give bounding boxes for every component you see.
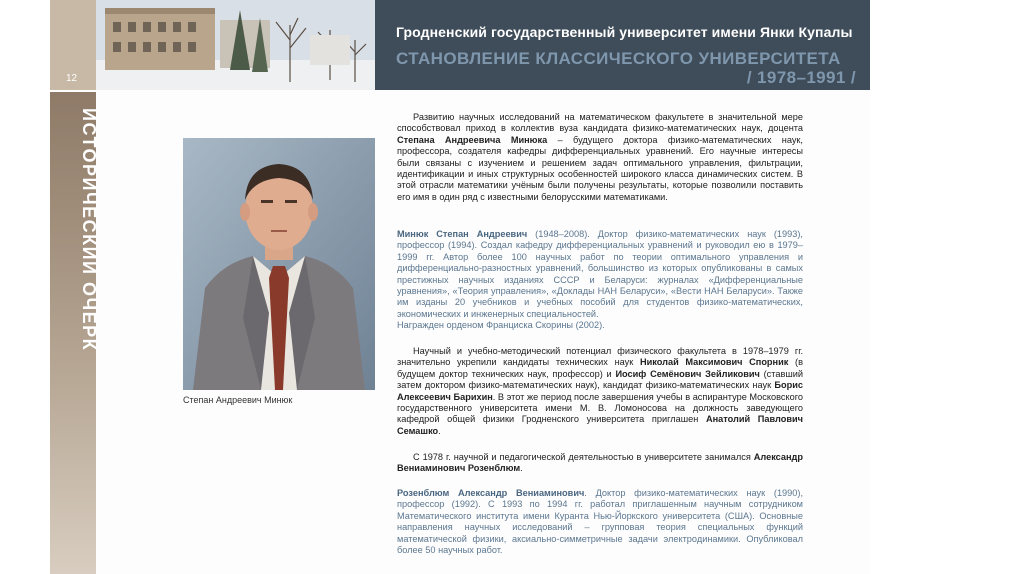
name-barikhin: Борис Алексеевич Барихин — [397, 380, 803, 402]
bio-minyuk: Минюк Степан Андреевич (1948–2008). Доктор физико-математических наук (1993), профессор (1994). Создал кафедру дифференциальных уравнений и руководил ею в 1979–1999 гг. Автор более 100 научных работ по теории оптимального управления и дифференциально-разностных уравнений, большинство из которых опубликованы в самых престижных научных изданиях СССР и Беларуси: журналах «Дифференциальные уравнения», «Теория управления», «Доклады НАН Беларуси», «Вести НАН Беларуси». Также им изданы 20 учебников и учебных пособий для студентов физико-математических, экономических и инженерных специальностей. Награжден орденом Франциска Скорины (2002). — [397, 229, 803, 331]
section-title: СТАНОВЛЕНИЕ КЛАССИЧЕСКОГО УНИВЕРСИТЕТА — [396, 49, 841, 68]
paragraph-minyuk-intro: Развитию научных исследований на математическом факультете в значительной мере способствовал приход в коллектив вуза кандидата физико-математических наук, доцента Степана Андреевича Минюка – будущего доктора физико-математических наук, профессора, создателя кафедры дифференциальных уравнений. Его научные интересы были связаны с изучением и решением задач оптимального управления, фильтрации, идентификации и иных структурных особенностей широкого класса динамических систем. В этой отрасли математики учёным были получены результаты, которые позволили поставить его имя в один ряд с известными белорусскими математиками. — [397, 112, 803, 202]
page-number: 12 — [66, 73, 78, 84]
portrait-photo — [183, 138, 375, 390]
name-semashko: Анатолий Павлович Семашко — [397, 414, 803, 436]
university-name: Гродненский государственный университет имени Янки Купалы — [396, 24, 853, 40]
header-campus-photo — [50, 0, 375, 90]
section-years: / 1978–1991 / — [746, 68, 856, 87]
portrait-image — [183, 138, 375, 390]
campus-photo-image — [50, 0, 375, 90]
name-zeylikovich: Иосиф Семёнович Зейликович — [615, 368, 760, 379]
bio-award: Награжден орденом Франциска Скорины (2002). — [397, 320, 605, 331]
chapter-label: ИСТОРИЧЕСКИЙ ОЧЕРК — [79, 108, 99, 352]
bio-name-rozenblyum: Розенблюм Александр Вениаминович — [397, 488, 585, 498]
name-minyuk: Степана Андреевича Минюка — [397, 134, 548, 145]
paragraph-physics-faculty: Научный и учебно-методический потенциал физического факультета в 1978–1979 гг. значительно укрепили кандидаты технических наук Николай Максимович Спорник (в будущем доктор технических наук, профессор) и Иосиф Семёнович Зейликович (ставший затем доктором физико-математических наук), кандидат физико-математических наук Борис Алексеевич Барихин. В этот же период после завершения учебы в аспирантуре Московского государственного университета имени М. В. Ломоносова на должность заведующего кафедрой общей физики Гродненского университета приглашен Анатолий Павлович Семашко. — [397, 346, 803, 436]
portrait-caption: Степан Андреевич Минюк — [183, 395, 293, 405]
bio-rozenblyum: Розенблюм Александр Вениаминович. Доктор физико-математических наук (1990), профессор (1992). С 1993 по 1994 гг. работал приглашенным научным сотрудником Математического института имени Куранта Нью-Йоркского университета (США). Основные направления научных исследований – групповая теория специальных функций математической физики, аксиально-симметричные задачи электродинамики. Опубликовал более 50 научных работ. — [397, 488, 803, 556]
name-spornik: Николай Максимович Спорник — [639, 357, 789, 368]
bio-name-minyuk: Минюк Степан Андреевич — [397, 229, 528, 239]
name-rozenblyum: Александр Вениаминович Розенблюм — [397, 452, 803, 474]
paragraph-rozenblyum: С 1978 г. научной и педагогической деятельностью в университете занимался Александр Вениаминович Розенблюм. — [397, 452, 803, 474]
